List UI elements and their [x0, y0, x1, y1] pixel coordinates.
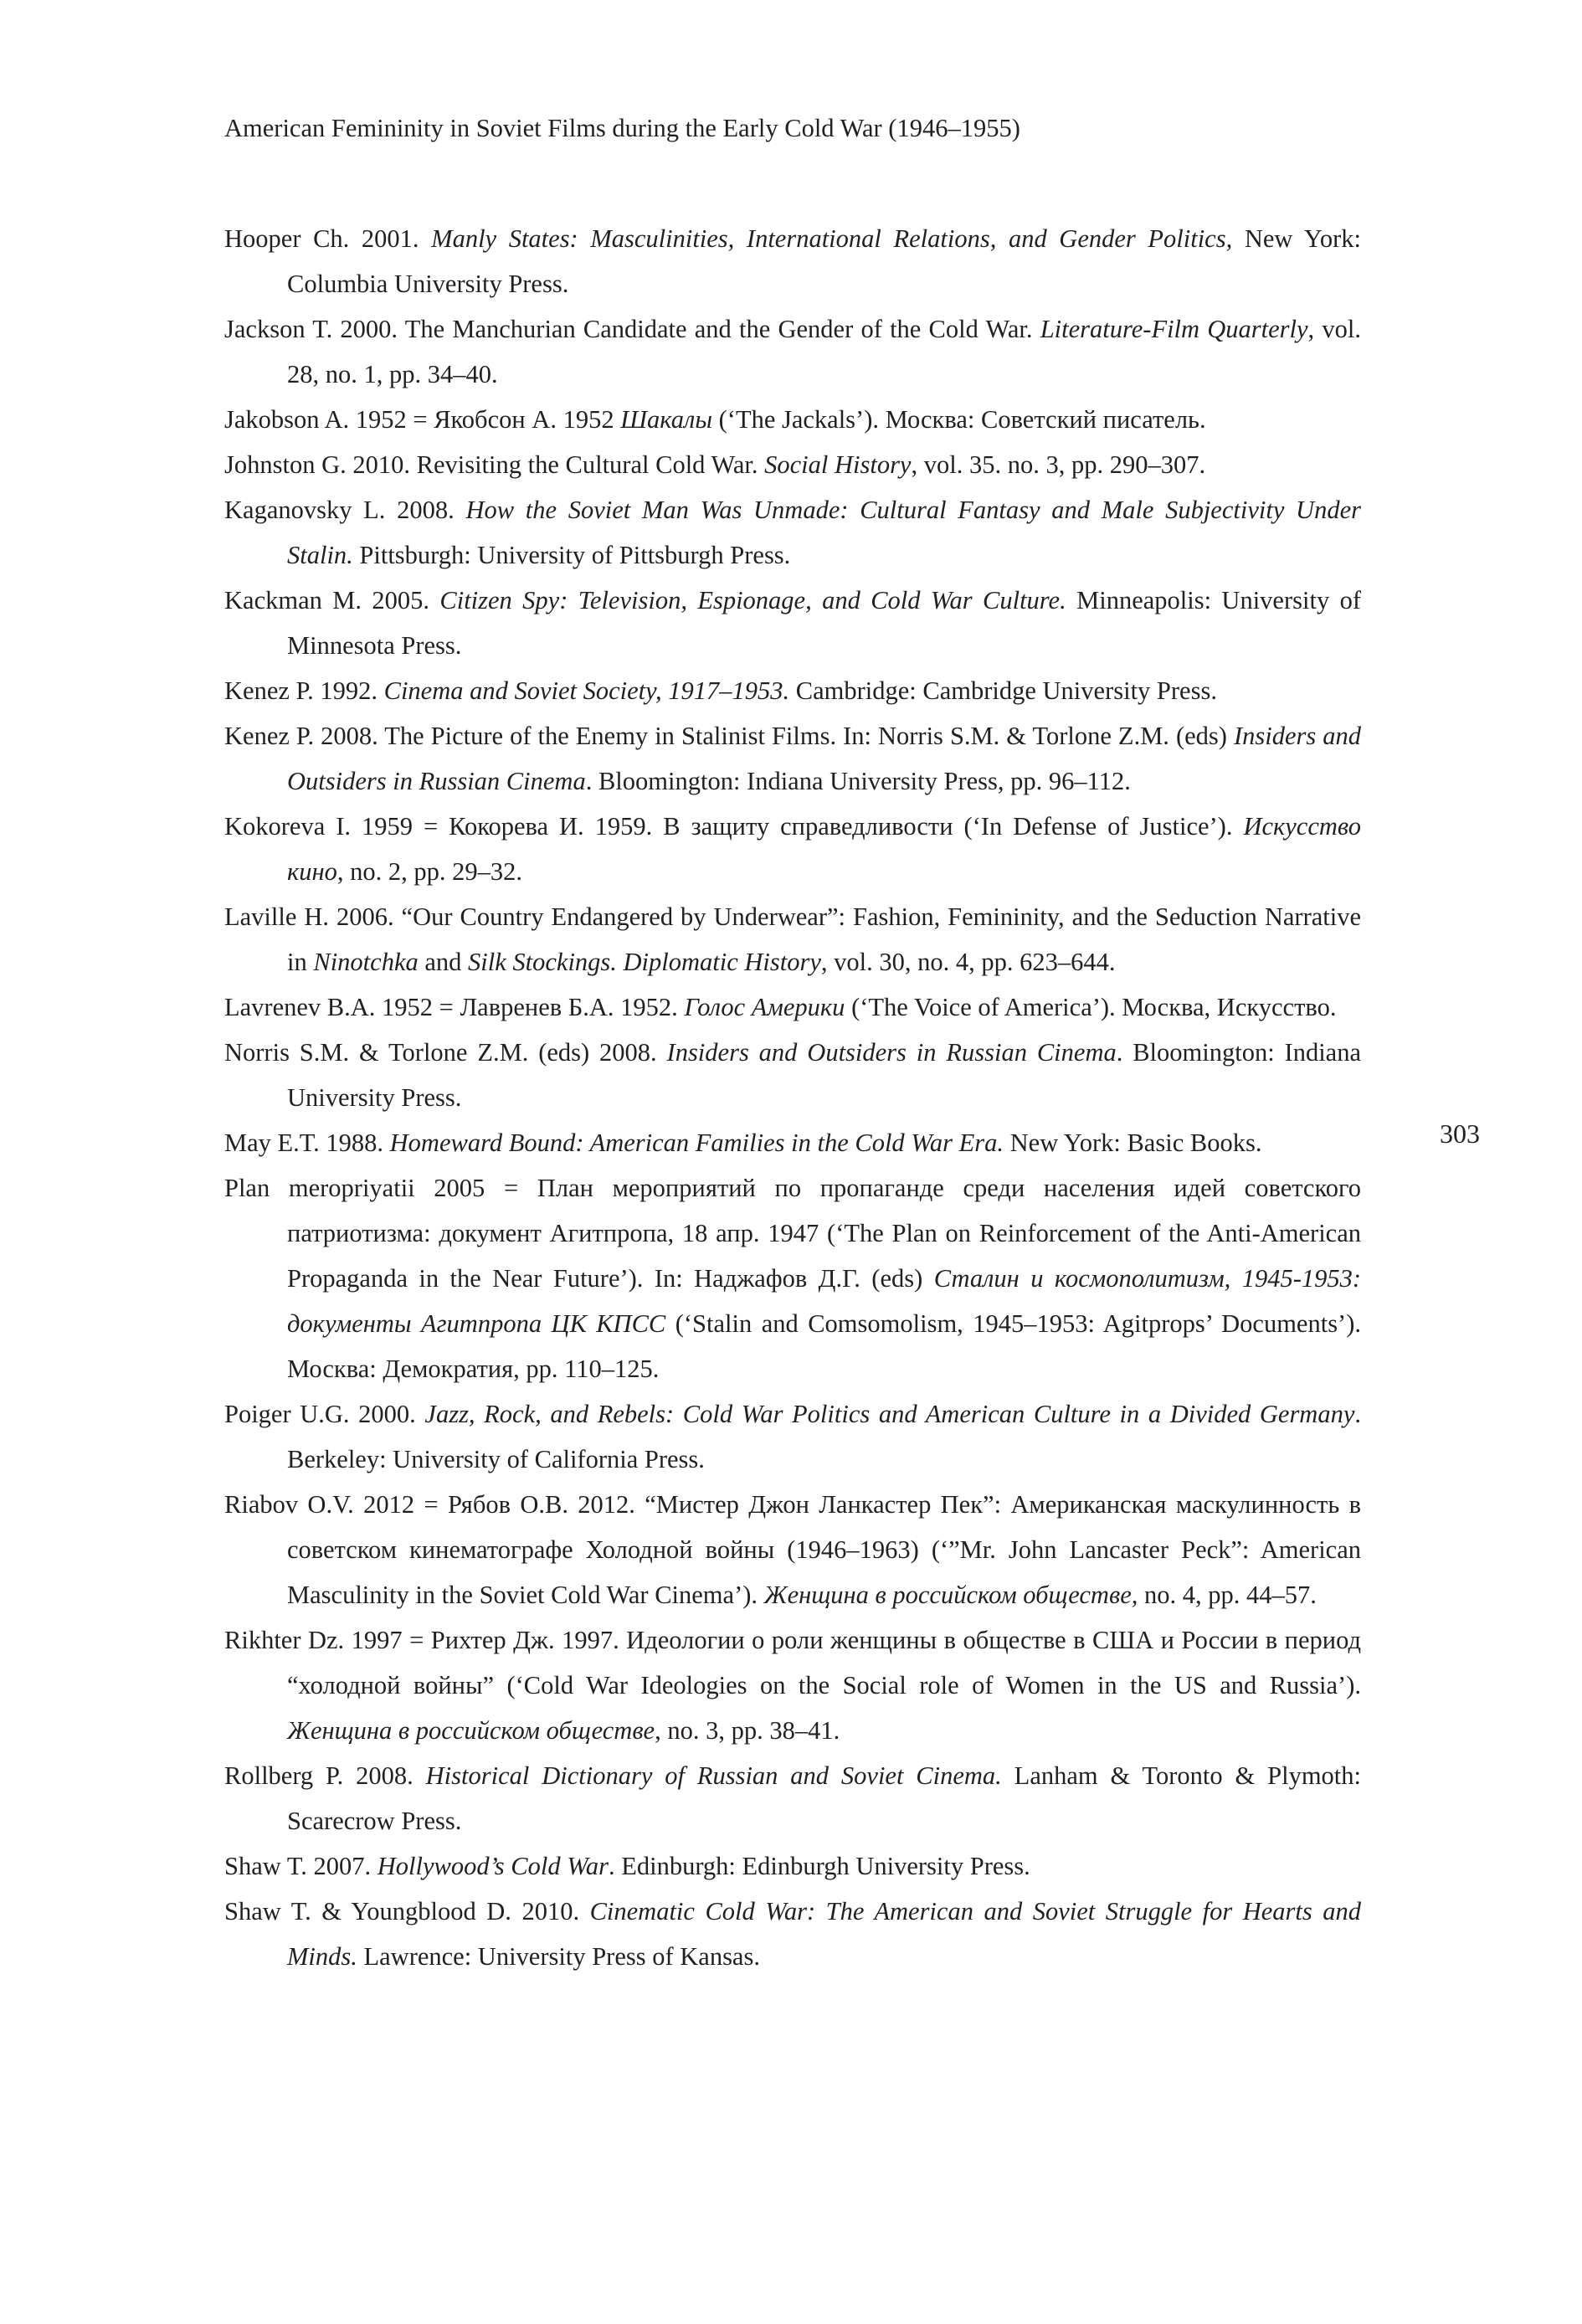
- ref-text: New York: Columbia University Press.: [287, 224, 1361, 298]
- ref-text: Shaw T. 2007.: [224, 1852, 378, 1880]
- ref-title: Искусство кино: [287, 812, 1361, 886]
- ref-text: Jakobson A. 1952 = Якобсон А. 1952: [224, 405, 621, 434]
- page-number: 303: [1440, 1118, 1480, 1149]
- reference-entry: [224, 216, 1361, 306]
- ref-text: Riabov O.V. 2012 = Рябов О.В. 2012. “Мистер Джон Ланкастер Пек”: Американская маскулинность в советском кинематографе Холодной войны (1946–1963) (‘”Mr. John Lancaster Peck”: American Masculinity in the Soviet Cold War Cinema’).: [224, 1490, 1361, 1609]
- ref-text: , no. 3, pp. 38–41.: [655, 1716, 840, 1745]
- ref-text: (‘Stalin and Comsomolism, 1945–1953: Agitprops’ Documents’). Москва: Демократия, pp. 110–125.: [287, 1309, 1361, 1383]
- ref-text: Kackman M. 2005.: [224, 586, 440, 614]
- ref-text: Lanham & Toronto & Plymoth: Scarecrow Press.: [287, 1761, 1361, 1835]
- ref-text: Plan meropriyatii 2005 = План мероприятий по пропаганде среди населения идей советского патриотизма: документ Агитпропа, 18 апр. 1947 (‘The Plan on Reinforcement of the Anti-American Propaganda in the Near Future’). In: Наджафов Д.Г. (eds): [224, 1174, 1361, 1293]
- ref-title: Женщина в российском обществе: [287, 1716, 655, 1745]
- ref-title: Голос Америки: [684, 993, 845, 1021]
- ref-text: . Berkeley: University of California Press.: [287, 1400, 1361, 1473]
- reference-entry: [224, 1843, 1361, 1889]
- ref-text: Kenez P. 2008. The Picture of the Enemy in Stalinist Films. In: Norris S.M. & Torlone Z.M. (eds): [224, 722, 1234, 750]
- ref-text: Laville H. 2006. “Our Country Endangered by Underwear”: Fashion, Femininity, and the Seduction Narrative in: [224, 902, 1361, 976]
- ref-title: Jazz, Rock, and Rebels: Cold War Politics and American Culture in a Divided Germany: [424, 1400, 1355, 1428]
- ref-text: New York: Basic Books.: [1004, 1129, 1262, 1157]
- ref-text: , vol. 35. no. 3, pp. 290–307.: [911, 450, 1206, 479]
- ref-title: Сталин и космополитизм, 1945-1953: документы Агитпропа ЦК КПСС: [287, 1264, 1362, 1338]
- reference-entry: [224, 397, 1361, 442]
- ref-text: Kenez P. 1992.: [224, 676, 384, 705]
- ref-title: Social History: [764, 450, 912, 479]
- reference-entry: [224, 1617, 1361, 1753]
- ref-text: . Edinburgh: Edinburgh University Press.: [608, 1852, 1030, 1880]
- ref-title: Cinema and Soviet Society, 1917–1953.: [383, 676, 790, 705]
- ref-title: Homeward Bound: American Families in the Cold War Era.: [389, 1129, 1004, 1157]
- ref-text: (‘The Jackals’). Москва: Советский писатель.: [712, 405, 1206, 434]
- ref-text: Pittsburgh: University of Pittsburgh Press.: [352, 541, 791, 569]
- ref-title: How the Soviet Man Was Unmade: Cultural Fantasy and Male Subjectivity Under Stalin.: [287, 496, 1361, 569]
- ref-text: Hooper Ch. 2001.: [224, 224, 432, 253]
- reference-entry: [224, 306, 1361, 397]
- ref-text: Johnston G. 2010. Revisiting the Cultural Cold War.: [224, 450, 765, 479]
- reference-entry: [224, 442, 1361, 487]
- ref-text: Cambridge: Cambridge University Press.: [789, 676, 1217, 705]
- ref-text: , vol. 28, no. 1, pp. 34–40.: [287, 315, 1361, 388]
- reference-entry: [224, 1391, 1361, 1482]
- ref-text: Poiger U.G. 2000.: [224, 1400, 425, 1428]
- ref-title: Hollywood’s Cold War: [377, 1852, 609, 1880]
- ref-text: Kokoreva I. 1959 = Кокорева И. 1959. В защиту справедливости (‘In Defense of Justice’).: [224, 812, 1244, 841]
- ref-text: Shaw T. & Youngblood D. 2010.: [224, 1897, 590, 1926]
- reference-entry: [224, 1482, 1361, 1617]
- ref-title: Ninotchka: [313, 948, 419, 976]
- ref-title: Insiders and Outsiders in Russian Cinema: [287, 722, 1361, 795]
- reference-entry: [224, 578, 1361, 668]
- ref-title: Literature-Film Quarterly: [1040, 315, 1308, 343]
- ref-title: Insiders and Outsiders in Russian Cinema: [666, 1038, 1117, 1067]
- ref-text: Norris S.M. & Torlone Z.M. (eds) 2008.: [224, 1038, 667, 1067]
- ref-title: Женщина в российском обществе,: [763, 1581, 1138, 1609]
- ref-text: Minneapolis: University of Minnesota Press.: [287, 586, 1361, 660]
- ref-text: . Bloomington: Indiana University Press, pp. 96–112.: [585, 767, 1131, 795]
- ref-text: Lavrenev B.A. 1952 = Лавренев Б.А. 1952.: [224, 993, 685, 1021]
- ref-title: Шакалы: [620, 405, 712, 434]
- reference-entry: [224, 985, 1361, 1030]
- reference-entry: [224, 668, 1361, 713]
- ref-text: , vol. 30, no. 4, pp. 623–644.: [820, 948, 1116, 976]
- reference-entry: [224, 1889, 1361, 1979]
- ref-text: Rollberg P. 2008.: [224, 1761, 426, 1790]
- reference-entry: [224, 804, 1361, 894]
- reference-list: [224, 216, 1361, 1979]
- reference-entry: [224, 487, 1361, 578]
- ref-text: Lawrence: University Press of Kansas.: [357, 1942, 760, 1971]
- ref-title: Cinematic Cold War: The American and Soviet Struggle for Hearts and Minds.: [287, 1897, 1361, 1971]
- ref-text: no. 4, pp. 44–57.: [1138, 1581, 1317, 1609]
- ref-title: Historical Dictionary of Russian and Soviet Cinema.: [425, 1761, 1002, 1790]
- ref-text: Kaganovsky L. 2008.: [224, 496, 466, 524]
- reference-entry: [224, 894, 1361, 985]
- ref-text: . Bloomington: Indiana University Press.: [287, 1038, 1361, 1112]
- ref-title: Silk Stockings. Diplomatic History: [468, 948, 821, 976]
- ref-text: (‘The Voice of America’). Москва, Искусство.: [845, 993, 1337, 1021]
- reference-entry: [224, 713, 1361, 804]
- ref-text: Jackson T. 2000. The Manchurian Candidate and the Gender of the Cold War.: [224, 315, 1040, 343]
- ref-text: and: [418, 948, 469, 976]
- ref-title: Citizen Spy: Television, Espionage, and Cold War Culture.: [439, 586, 1066, 614]
- running-title: American Femininity in Soviet Films during the Early Cold War (1946–1955): [224, 114, 1020, 142]
- ref-text: May E.T. 1988.: [224, 1129, 390, 1157]
- ref-text: Rikhter Dz. 1997 = Рихтер Дж. 1997. Идеологии о роли женщины в обществе в США и России в период “холодной войны” (‘Cold War Ideologies on the Social role of Women in the US and Russia’).: [224, 1626, 1361, 1699]
- ref-title: Manly States: Masculinities, International Relations, and Gender Politics,: [431, 224, 1233, 253]
- reference-entry: [224, 1120, 1361, 1165]
- reference-entry: [224, 1165, 1361, 1391]
- reference-entry: [224, 1753, 1361, 1843]
- ref-text: , no. 2, pp. 29–32.: [336, 857, 523, 886]
- reference-entry: [224, 1030, 1361, 1120]
